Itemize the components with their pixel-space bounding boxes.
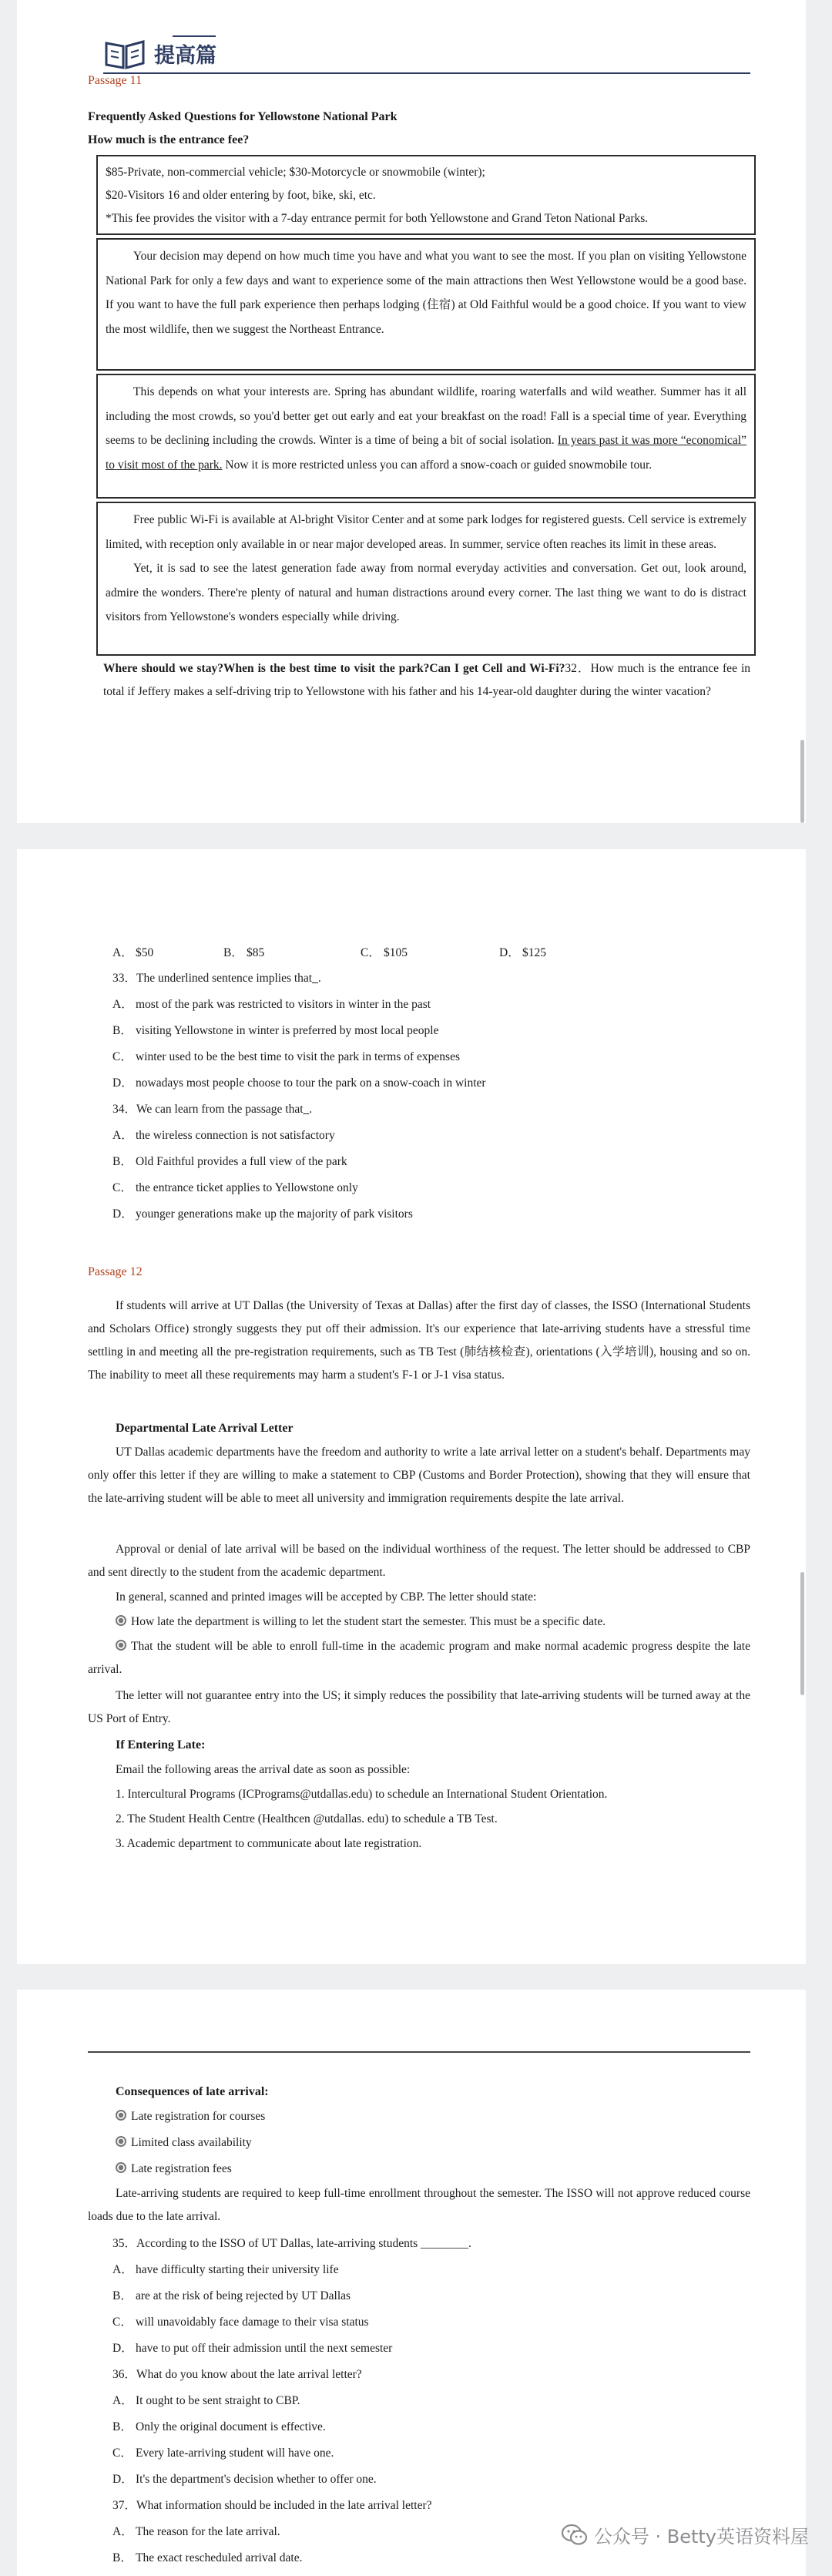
q32-stem: 32．How much is the entrance fee in total if Jeffery makes a self-driving trip to Yellowstone with his father and his 14-year-old daughter during the winter vacation? bbox=[103, 662, 751, 698]
page-top-rule bbox=[88, 2051, 750, 2053]
letter-requirement-1: How late the department is willing to let the student start the semester. This must be a specific date. bbox=[116, 1610, 606, 1634]
passage-12-para-7: Late-arriving students are required to keep full-time enrollment throughout the semester. The ISSO will not approve reduced course loads due to the late arrival. bbox=[88, 2187, 750, 2223]
page-1 bbox=[17, 0, 806, 823]
time-answer-part: This depends on what your interests are. Spring has abundant wildlife, roaring waterfalls and wild weather. Summer has it all including the most crowds, so you'd better get out early and eat your breakfast on the road! Fall is a special time of year. Everything seems to be declining including the crowds. Winter is a time of being a bit of social isolation. bbox=[106, 385, 746, 447]
q37-option-b[interactable]: B． The exact rescheduled arrival date. bbox=[112, 2551, 303, 2564]
q36-stem: 36．What do you know about the late arrival letter? bbox=[112, 2368, 362, 2381]
headings-and-q32 bbox=[103, 657, 750, 704]
contact-item-1: 1. Intercultural Programs (ICPrograms@utdallas.edu) to schedule an International Student Orientation. bbox=[116, 1788, 608, 1801]
passage-11-label: Passage 11 bbox=[88, 74, 143, 87]
passage-12-para-5: The letter will not guarantee entry into the US; it simply reduces the possibility that late-arriving students will be turned away at the US Port of Entry. bbox=[88, 1689, 750, 1725]
heading-entering-late: If Entering Late: bbox=[116, 1738, 206, 1751]
wifi-answer-p2: Yet, it is sad to see the latest generation fade away from normal everyday activities and conversation. Get out, look around, admire the wonders. There're plenty of natural and human distractions around every corner. The last thing we want to do is distract visitors from Yellowstone's wonders especially while driving. bbox=[106, 562, 746, 623]
heading-consequences: Consequences of late arrival: bbox=[116, 2085, 269, 2098]
section-title: 提高篇 bbox=[154, 44, 216, 68]
fee-line: $85-Private, non-commercial vehicle; $30-Motorcycle or snowmobile (winter); bbox=[106, 166, 485, 179]
q33-option-c[interactable]: C． winter used to be the best time to visit the park in terms of expenses bbox=[112, 1050, 460, 1063]
header-rule bbox=[103, 72, 750, 74]
wifi-answer-box bbox=[96, 502, 756, 656]
time-answer-text bbox=[106, 380, 746, 477]
q33-option-b[interactable]: B． visiting Yellowstone in winter is preferred by most local people bbox=[112, 1024, 439, 1037]
q35-option-a[interactable]: A． have difficulty starting their university life bbox=[112, 2263, 339, 2276]
section-header bbox=[88, 34, 750, 76]
q32-option-a[interactable]: A． $50 bbox=[112, 946, 154, 959]
bullet-icon bbox=[116, 2110, 126, 2121]
q32-option-d[interactable]: D． $125 bbox=[499, 946, 546, 959]
wechat-watermark bbox=[562, 2521, 809, 2548]
q37-option-a[interactable]: A． The reason for the late arrival. bbox=[112, 2525, 280, 2538]
q36-option-d[interactable]: D． It's the department's decision whether to offer one. bbox=[112, 2473, 377, 2486]
q33-option-d[interactable]: D． nowadays most people choose to tour the park on a snow-coach in winter bbox=[112, 1076, 486, 1090]
q35-option-d[interactable]: D． have to put off their admission until the next semester bbox=[112, 2342, 393, 2355]
watermark-text: 公众号 · Betty英语资料屋 bbox=[593, 2526, 809, 2547]
q35-option-c[interactable]: C． will unavoidably face damage to their visa status bbox=[112, 2316, 369, 2329]
passage-12-label: Passage 12 bbox=[88, 1265, 143, 1278]
passage-12-para-1: If students will arrive at UT Dallas (the University of Texas at Dallas) after the first day of classes, the ISSO (International Students and Scholars Office) strongly suggests they put off their admission. It's our experience that late-arriving students have a stressful time settling in and meeting all the pre-registration requirements, such as TB Test (肺结核检查), orientations (入学培训), housing and so on. The inability to meet all these requirements may harm a student's F-1 or J-1 visa status. bbox=[88, 1299, 750, 1382]
bullet-icon bbox=[116, 1640, 126, 1651]
fee-line: *This fee provides the visitor with a 7-day entrance permit for both Yellowstone and Grand Teton National Parks. bbox=[106, 212, 649, 225]
time-answer-part: Now it is more restricted unless you can afford a snow-coach or guided snowmobile tour. bbox=[222, 458, 653, 472]
bullet-icon bbox=[116, 1615, 126, 1626]
page-2 bbox=[17, 849, 806, 1964]
q37-stem: 37．What information should be included in the late arrival letter? bbox=[112, 2499, 432, 2512]
fee-box bbox=[96, 155, 756, 235]
underlined-sentence: In years past it was more “economical” to visit most of the park. bbox=[106, 434, 746, 472]
contact-item-3: 3. Academic department to communicate about late registration. bbox=[116, 1837, 422, 1850]
q36-option-a[interactable]: A． It ought to be sent straight to CBP. bbox=[112, 2394, 300, 2407]
open-book-icon bbox=[103, 37, 146, 71]
q34-option-a[interactable]: A． the wireless connection is not satisfactory bbox=[112, 1129, 335, 1142]
header-accent-line bbox=[173, 35, 216, 37]
heading-late-arrival-letter: Departmental Late Arrival Letter bbox=[116, 1422, 294, 1435]
passage-12-para-3: Approval or denial of late arrival will be based on the individual worthiness of the request. The letter should be addressed to CBP and sent directly to the student from the academic department. bbox=[88, 1543, 750, 1579]
wechat-icon bbox=[562, 2524, 588, 2547]
consequence-item: Limited class availability bbox=[116, 2131, 252, 2155]
q34-option-d[interactable]: D． younger generations make up the majority of park visitors bbox=[112, 1207, 413, 1221]
q33-stem: 33．The underlined sentence implies that_. bbox=[112, 972, 321, 985]
q34-option-c[interactable]: C． the entrance ticket applies to Yellowstone only bbox=[112, 1181, 358, 1194]
consequence-item: Late registration for courses bbox=[116, 2105, 265, 2128]
q33-option-a[interactable]: A． most of the park was restricted to visitors in winter in the past bbox=[112, 998, 431, 1011]
letter-requirement-2: That the student will be able to enroll full-time in the academic program and make normal academic progress despite the late arrival. bbox=[88, 1640, 750, 1676]
bullet-icon bbox=[116, 2136, 126, 2147]
q35-option-b[interactable]: B． are at the risk of being rejected by UT Dallas bbox=[112, 2289, 351, 2302]
consequence-item: Late registration fees bbox=[116, 2158, 232, 2181]
q32-option-c[interactable]: C． $105 bbox=[361, 946, 408, 959]
q36-option-c[interactable]: C． Every late-arriving student will have one. bbox=[112, 2447, 334, 2460]
stay-answer-text: Your decision may depend on how much time you have and what you want to see the most. If you plan on visiting Yellowstone National Park for only a few days and want to experience some of the main attractions then West Yellowstone would be a good base. If you want to have the full park experience then perhaps lodging (住宿) at Old Faithful would be a good choice. If you want to view the most wildlife, then we suggest the Northeast Entrance. bbox=[106, 250, 746, 336]
passage-11-title: Frequently Asked Questions for Yellowstone National Park bbox=[88, 110, 398, 123]
q34-stem: 34．We can learn from the passage that_. bbox=[112, 1103, 313, 1116]
bullet-icon bbox=[116, 2162, 126, 2173]
box-headings: Where should we stay?When is the best time to visit the park?Can I get Cell and Wi-Fi? bbox=[103, 662, 565, 675]
time-answer-box bbox=[96, 374, 756, 499]
q32-option-b[interactable]: B． $85 bbox=[223, 946, 265, 959]
scrollbar-thumb[interactable] bbox=[800, 1572, 804, 1695]
q35-stem: 35．According to the ISSO of UT Dallas, late-arriving students ________. bbox=[112, 2237, 471, 2250]
stay-answer-box bbox=[96, 238, 756, 371]
question-entrance-fee: How much is the entrance fee? bbox=[88, 133, 250, 146]
wifi-answer-p1: Free public Wi-Fi is available at Al-bright Visitor Center and at some park lodges for registered guests. Cell service is extremely limited, with reception only available in or near major developed areas. In summer, service often reaches its limit in these areas. bbox=[106, 513, 746, 551]
scrollbar-thumb[interactable] bbox=[800, 740, 804, 823]
q34-option-b[interactable]: B． Old Faithful provides a full view of the park bbox=[112, 1155, 347, 1168]
page-3 bbox=[17, 1990, 806, 2576]
contact-item-2: 2. The Student Health Centre (Healthcen @utdallas. edu) to schedule a TB Test. bbox=[116, 1812, 498, 1825]
passage-12-para-6: Email the following areas the arrival date as soon as possible: bbox=[116, 1763, 411, 1776]
passage-12-para-4: In general, scanned and printed images will be accepted by CBP. The letter should state: bbox=[116, 1590, 537, 1604]
fee-line: $20-Visitors 16 and older entering by foot, bike, ski, etc. bbox=[106, 189, 376, 202]
q36-option-b[interactable]: B． Only the original document is effective. bbox=[112, 2420, 326, 2433]
passage-12-para-2: UT Dallas academic departments have the freedom and authority to write a late arrival letter on a student's behalf. Departments may only offer this letter if they are willing to make a statement to CBP (Customs and Border Protection), showing that they will ensure that the late-arriving student will be able to meet all university and immigration requirements despite the late arrival. bbox=[88, 1446, 750, 1505]
